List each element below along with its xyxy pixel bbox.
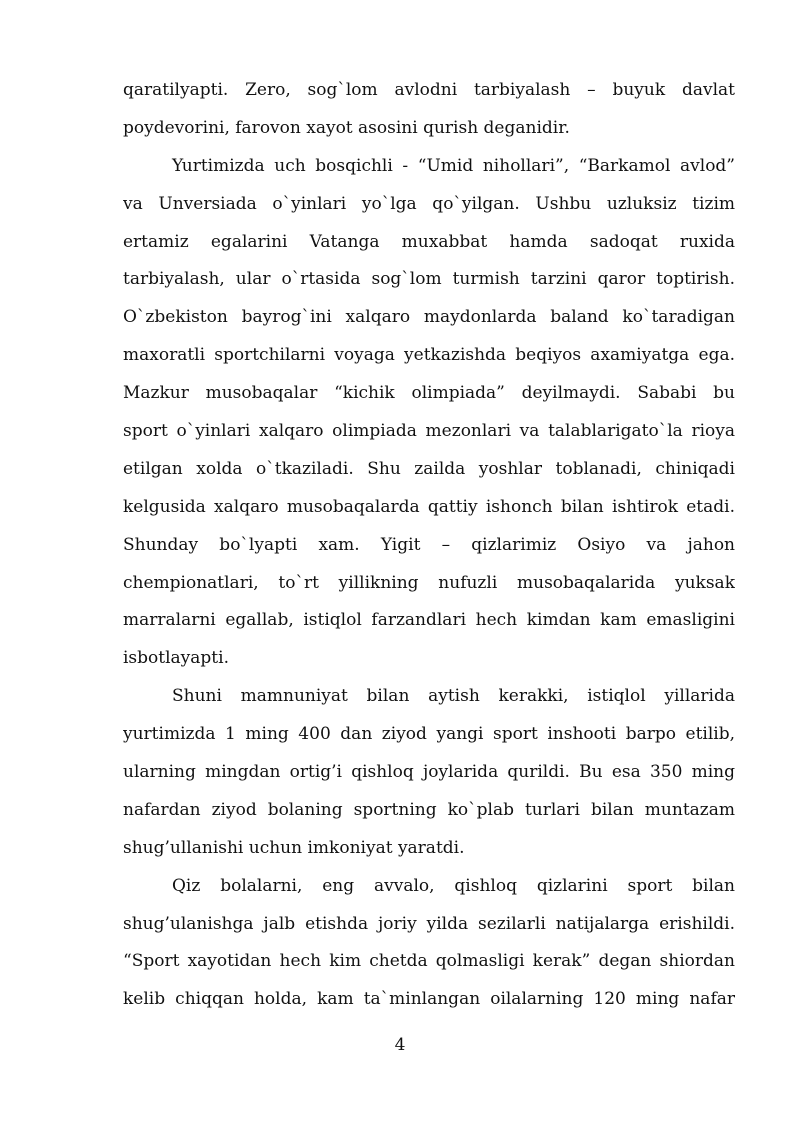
page-number: 4	[394, 1035, 406, 1055]
text-line: poydevorini, farovon xayot asosini qurish deganidir.	[123, 117, 570, 138]
text-line: kelgusida xalqaro musobaqalarda qattiy ishonch bilan ishtirok etadi.	[123, 496, 735, 517]
text-line: marralarni egallab, istiqlol farzandlari hech kimdan kam emasligini	[123, 610, 735, 631]
text-line: sport o`yinlari xalqaro olimpiada mezonlari va talablarigato`la rioya	[123, 421, 735, 442]
text-line: ertamiz egalarini Vatanga muxabbat hamda sadoqat ruxida	[123, 231, 735, 252]
text-line: shug’ulanishga jalb etishda joriy yilda sezilarli natijalarga erishildi.	[123, 913, 735, 934]
text-line: etilgan xolda o`tkaziladi. Shu zailda yoshlar toblanadi, chiniqadi	[123, 458, 735, 479]
text-line: yurtimizda 1 ming 400 dan ziyod yangi sport inshooti barpo etilib,	[123, 724, 735, 745]
text-line: “Sport xayotidan hech kim chetda qolmasligi kerak” degan shiordan	[123, 951, 735, 972]
text-line: ularning mingdan ortig’i qishloq joylarida qurildi. Bu esa 350 ming	[123, 762, 735, 783]
text-line: chempionatlari, to`rt yillikning nufuzli musobaqalarida yuksak	[123, 572, 735, 593]
text-line: isbotlayapti.	[123, 648, 229, 669]
text-line: qaratilyapti. Zero, sog`lom avlodni tarbiyalash – buyuk davlat	[123, 80, 735, 100]
text-line: maxoratli sportchilarni voyaga yetkazishda beqiyos axamiyatga ega.	[123, 345, 735, 366]
text-line: Shunday bo`lyapti xam. Yigit – qizlarimiz Osiyo va jahon	[123, 534, 735, 555]
text-line: Qiz bolalarni, eng avvalo, qishloq qizlarini sport bilan	[172, 875, 735, 896]
text-line: O`zbekiston bayrog`ini xalqaro maydonlarda baland ko`taradigan	[123, 307, 735, 328]
text-line: Shuni mamnuniyat bilan aytish kerakki, istiqlol yillarida	[172, 686, 735, 707]
text-line: Yurtimizda uch bosqichli - “Umid nihollari”, “Barkamol avlod”	[172, 155, 735, 176]
text-line: nafardan ziyod bolaning sportning ko`plab turlari bilan muntazam	[123, 799, 735, 820]
text-line: kelib chiqqan holda, kam ta`minlangan oilalarning 120 ming nafar	[123, 989, 735, 1010]
text-line: tarbiyalash, ular o`rtasida sog`lom turmish tarzini qaror toptirish.	[123, 269, 735, 290]
text-line: shug’ullanishi uchun imkoniyat yaratdi.	[123, 837, 465, 858]
text-line: Mazkur musobaqalar “kichik olimpiada” deyilmaydi. Sababi bu	[123, 383, 735, 404]
text-line: va Unversiada o`yinlari yo`lga qo`yilgan. Ushbu uzluksiz tizim	[123, 193, 735, 214]
document-body	[123, 72, 735, 1019]
